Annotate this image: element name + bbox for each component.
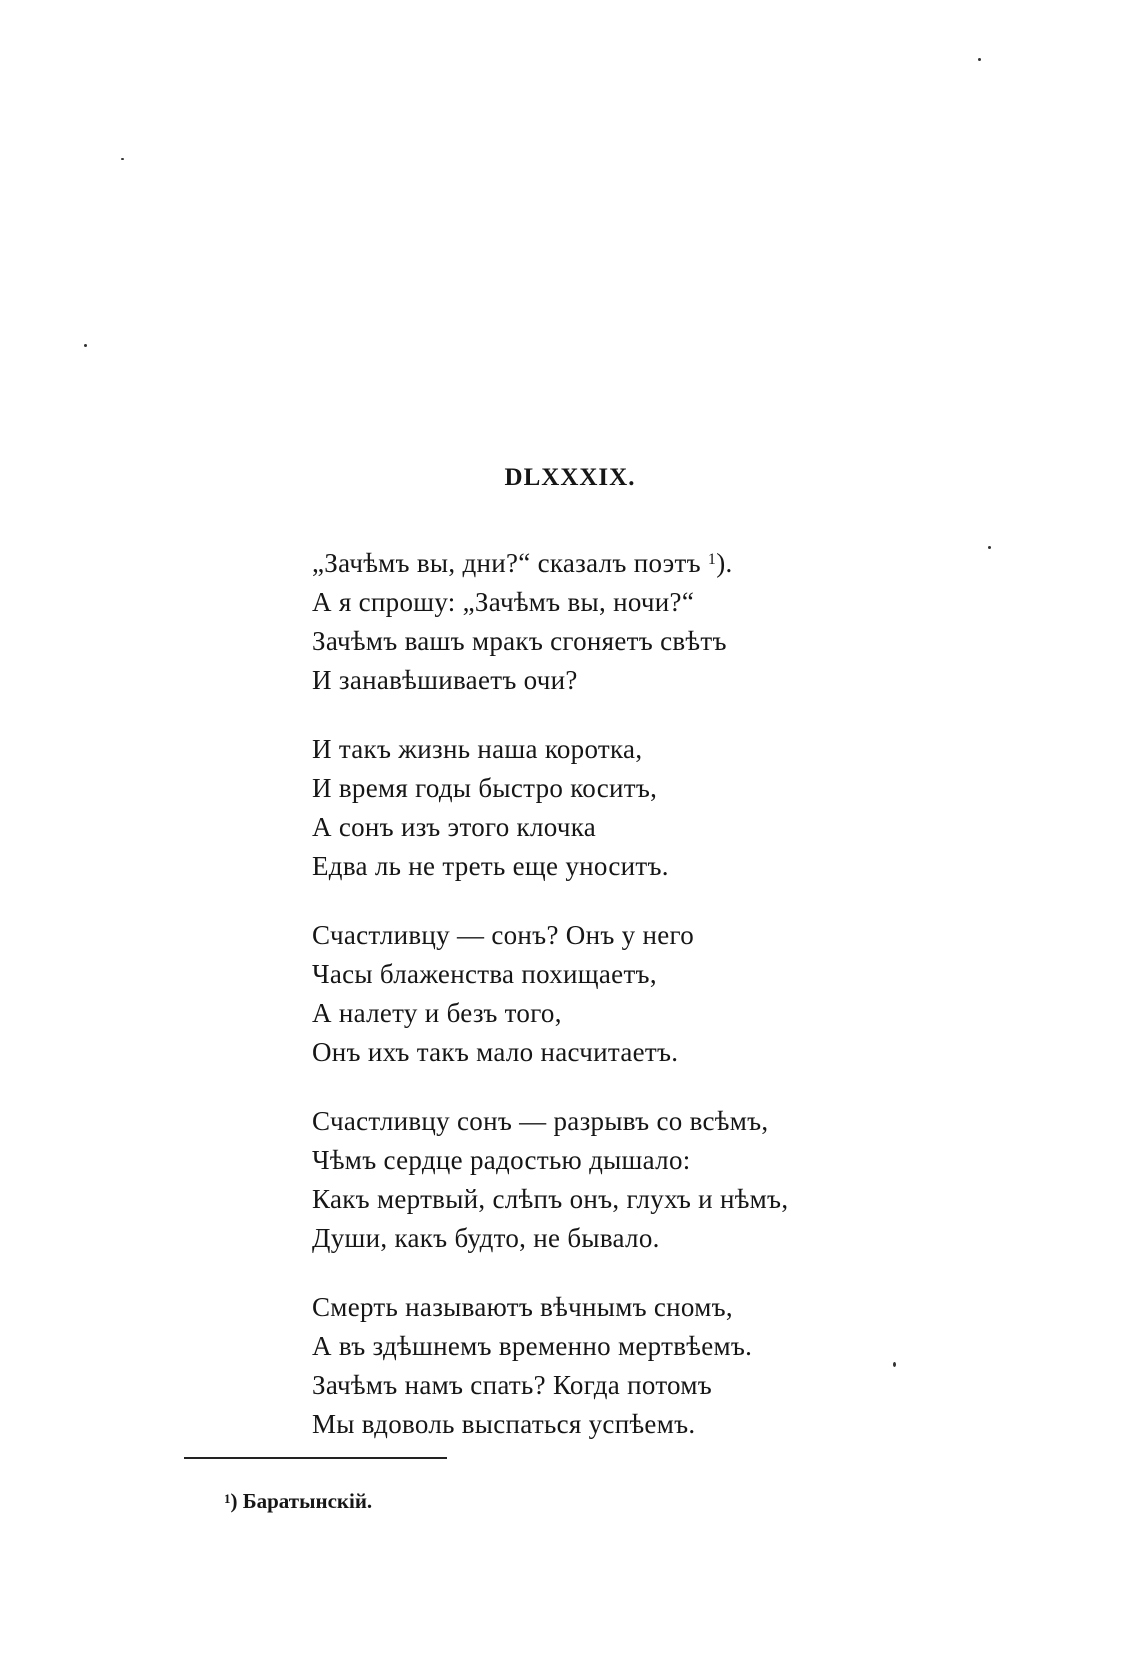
verse-line: Едва ль не треть еще уноситъ. bbox=[312, 851, 669, 881]
stanza-1 bbox=[312, 544, 1032, 700]
verse-line: Мы вдоволь выспаться успѣемъ. bbox=[312, 1409, 696, 1439]
stanza-4 bbox=[312, 1102, 1032, 1258]
verse-line: Смерть называютъ вѣчнымъ сномъ, bbox=[312, 1292, 733, 1322]
poem-body bbox=[312, 544, 1032, 1474]
verse-line: Онъ ихъ такъ мало насчитаетъ. bbox=[312, 1037, 679, 1067]
verse-line: И время годы быстро коситъ, bbox=[312, 773, 658, 803]
verse-line: И такъ жизнь наша коротка, bbox=[312, 734, 643, 764]
verse-line-text: „Зачѣмъ вы, дни?“ сказалъ поэтъ bbox=[312, 548, 708, 578]
poem-number: DLXXXIX. bbox=[504, 464, 636, 491]
footnote-divider bbox=[184, 1457, 447, 1459]
footnote-reference: 1 bbox=[707, 551, 717, 568]
footnote bbox=[224, 1487, 372, 1515]
footnote-mark: 1 bbox=[224, 1491, 231, 1506]
verse-line: А сонъ изъ этого клочка bbox=[312, 812, 597, 842]
stanza-2 bbox=[312, 730, 1032, 886]
stanza-5 bbox=[312, 1288, 1032, 1444]
print-speck bbox=[84, 344, 87, 347]
print-speck bbox=[978, 58, 981, 61]
verse-line: Чѣмъ сердце радостью дышало: bbox=[312, 1145, 691, 1175]
stanza-3 bbox=[312, 916, 1032, 1072]
verse-line: Какъ мертвый, слѣпъ онъ, глухъ и нѣмъ, bbox=[312, 1184, 789, 1214]
verse-line: Часы блаженства похищаетъ, bbox=[312, 959, 657, 989]
verse-line: А налету и безъ того, bbox=[312, 998, 562, 1028]
verse-line: Души, какъ будто, не бывало. bbox=[312, 1223, 660, 1253]
verse-line: А въ здѣшнемъ временно мертвѣемъ. bbox=[312, 1331, 753, 1361]
verse-line-tail: ). bbox=[716, 548, 733, 578]
verse-line bbox=[312, 544, 1032, 583]
verse-line: И занавѣшиваетъ очи? bbox=[312, 665, 578, 695]
verse-line: А я спрошу: „Зачѣмъ вы, ночи?“ bbox=[312, 587, 695, 617]
verse-line: Счастливцу сонъ — разрывъ со всѣмъ, bbox=[312, 1106, 769, 1136]
print-speck bbox=[121, 158, 124, 160]
verse-line: Счастливцу — сонъ? Онъ у него bbox=[312, 920, 695, 950]
footnote-text: ) Баратынскій. bbox=[230, 1489, 373, 1513]
verse-line: Зачѣмъ вашъ мракъ сгоняетъ свѣтъ bbox=[312, 626, 727, 656]
verse-line: Зачѣмъ намъ спать? Когда потомъ bbox=[312, 1370, 712, 1400]
